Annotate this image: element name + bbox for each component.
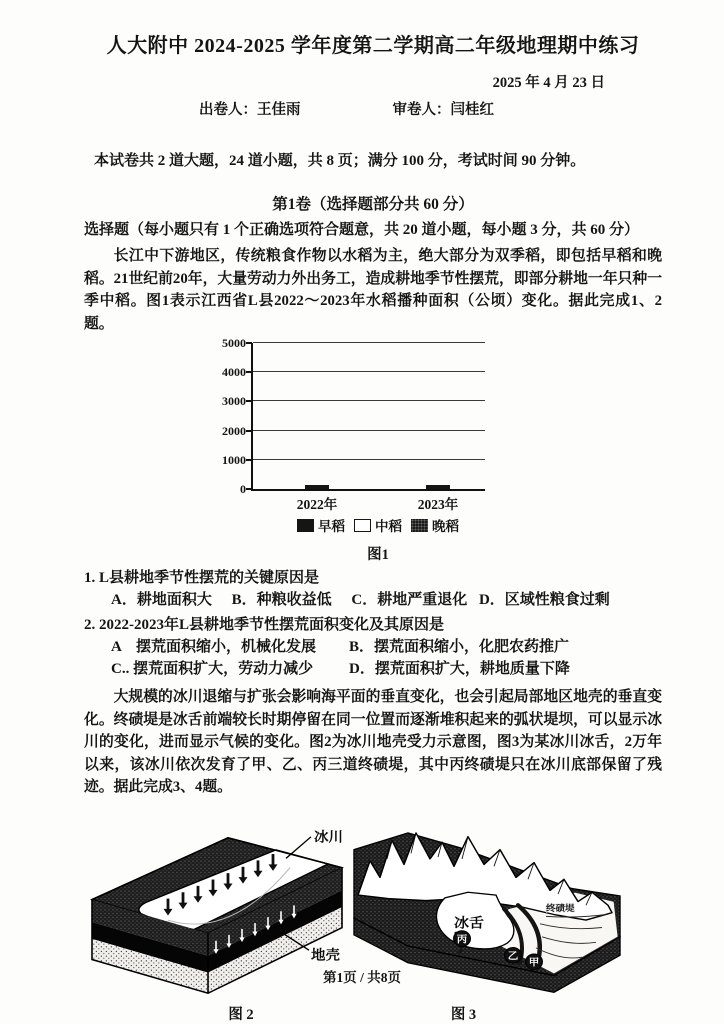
ytick-mark-0 (246, 488, 252, 490)
ytick-label-3000: 3000 (222, 394, 246, 409)
figure2-caption: 图 2 (228, 1006, 254, 1023)
section-instruction: 选择题（每小题只有 1 个正确选项符合题意，共 20 道小题，每小题 3 分，共 60 分） (84, 222, 640, 238)
terminal-moraine-label: 终碛堤 (546, 902, 575, 913)
exam-date: 2025 年 4 月 23 日 (492, 75, 605, 91)
legend-item-middle-rice (354, 515, 402, 535)
legend-label: 中稻 (375, 519, 402, 534)
gridline-5000 (253, 342, 485, 343)
badge-bing: 丙 (456, 934, 468, 945)
badge-jia: 甲 (528, 957, 540, 968)
ytick-mark-5000 (246, 342, 252, 344)
legend-swatch-speckled (411, 519, 428, 532)
bar-中稻-2023年 (426, 485, 450, 489)
gridline-1000 (253, 459, 485, 460)
option-2a: A 摆荒面积缩小，机械化发展 (111, 639, 317, 655)
option-2c: C.. 摆荒面积扩大，劳动力减少 (111, 661, 314, 677)
bar-group-0 (277, 485, 357, 489)
chart-plot (251, 343, 485, 512)
chart-grid (218, 336, 488, 512)
rice-area-chart (218, 336, 488, 564)
passage-rice: 长江中下游地区，传统粮食作物以水稻为主，绝大部分为双季稻，即包括早稻和晚稻。21世纪前20年，大量劳动力外出务工，造成耕地季节性摆荒，即部分耕地一年只种一季中稻。图1表示江西省L县2022～2023年水稻播种面积（公顷）变化。据此完成1、2题。 (84, 248, 662, 332)
legend-swatch-hatched (354, 519, 371, 532)
xlabel-2023: 2023年 (417, 497, 459, 512)
legend-swatch-solid (297, 519, 314, 532)
figures-row (80, 807, 662, 1024)
ytick-mark-3000 (246, 400, 252, 402)
figure-2 (80, 819, 350, 1024)
chart-caption: 图1 (367, 547, 389, 563)
xlabel-2022: 2022年 (296, 497, 338, 512)
question-2-options (111, 636, 662, 680)
legend-item-late-rice (411, 515, 459, 535)
ytick-label-5000: 5000 (222, 336, 246, 350)
ytick-label-2000: 2000 (222, 423, 246, 438)
option-2d: D．摆荒面积扩大，耕地质量下降 (349, 661, 570, 677)
exam-info: 本试卷共 2 道大题，24 道小题，共 8 页；满分 100 分，考试时间 90 分钟。 (94, 153, 586, 169)
question-1-stem: 1. L县耕地季节性摆荒的关键原因是 (84, 570, 320, 586)
badge-yi: 乙 (507, 950, 519, 962)
question-1 (84, 567, 662, 611)
crust-label: 地壳 (311, 947, 340, 963)
page-title: 人大附中 2024-2025 学年度第二学期高二年级地理期中练习 (106, 35, 640, 57)
glacier-leader-line (286, 836, 311, 858)
gridline-3000 (253, 400, 485, 401)
ytick-label-4000: 4000 (222, 365, 246, 380)
option-1c: C．耕地严重退化 (351, 592, 468, 608)
ice-tongue-label: 冰舌 (454, 915, 484, 931)
authors-row (84, 98, 662, 119)
ytick-label-1000: 1000 (222, 452, 246, 467)
bar-group-1 (398, 485, 478, 489)
gridline-4000 (253, 371, 485, 372)
question-2-stem: 2. 2022-2023年L县耕地季节性摆荒面积变化及其原因是 (84, 617, 445, 633)
chart-ylabels (218, 336, 251, 496)
option-1d: D．区域性粮食过剩 (478, 592, 610, 608)
question-1-options (111, 589, 662, 611)
exam-reviewer: 审卷人：闫桂红 (392, 102, 494, 118)
legend-label: 早稻 (318, 519, 345, 534)
option-1a: A．耕地面积大 (111, 592, 212, 608)
page-number: 第1页 / 共8页 (322, 970, 401, 985)
gridline-2000 (253, 430, 485, 431)
glacier-label: 冰川 (314, 829, 343, 845)
ytick-mark-4000 (246, 371, 252, 373)
exam-setter: 出卷人：王佳雨 (199, 102, 301, 118)
ytick-mark-1000 (246, 459, 252, 461)
question-2 (84, 614, 662, 680)
ytick-label-0: 0 (240, 482, 246, 496)
legend-item-early-rice (297, 515, 345, 535)
figure3-caption: 图 3 (450, 1006, 477, 1023)
option-2b: B．摆荒面积缩小，化肥农药推广 (349, 639, 570, 655)
option-1b: B．种粮收益低 (231, 592, 332, 608)
legend-label: 晚稻 (432, 519, 459, 534)
figure-3 (350, 807, 645, 1024)
ytick-mark-2000 (246, 430, 252, 432)
chart-legend (218, 515, 488, 535)
bar-中稻-2022年 (305, 485, 329, 489)
section-heading: 第1卷（选择题部分共 60 分） (272, 196, 474, 213)
passage-glacier: 大规模的冰川退缩与扩张会影响海平面的垂直变化，也会引起局部地区地壳的垂直变化。终碛堤是冰舌前端较长时期停留在同一位置而逐渐堆积起来的弧状堤坝，可以显示冰川的变化，进而显示气候的变化。图2为冰川地壳受力示意图，图3为某冰川冰舌，2万年以来，该冰川依次发育了甲、乙、丙三道终碛堤，其中丙终碛堤只在冰川底部保留了残迹。据此完成3、4题。 (84, 689, 662, 795)
